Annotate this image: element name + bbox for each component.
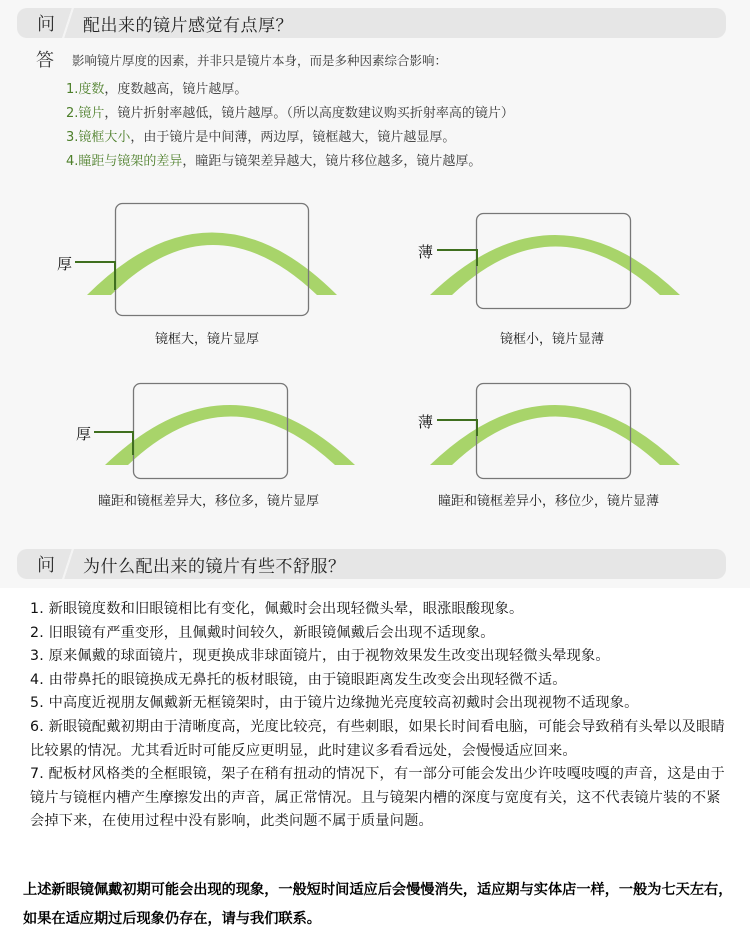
factor-text: ，度数越高，镜片越厚。 [104,82,248,97]
diagram-large-offset [94,384,355,479]
list-item: 7. 配板材风格类的全框眼镜，架子在稍有扭动的情况下，有一部分可能会发出少许吱嘎吱嘎的声音，这是由于镜片与镜框内槽产生摩擦发出的声音，属正常情况。且与镜架内槽的深度与宽度有关，这不代表镜片装的不紧会掉下来，在使用过程中没有影响，此类问题不属于质量问题。 [30,766,725,830]
list-item: 5. 中高度近视朋友佩戴新无框镜架时，由于镜片边缘抛光亮度较高初戴时会出现视物不适现象。 [30,695,639,712]
lens-arc-icon [105,405,355,465]
answer-intro: 影响镜片厚度的因素，并非只是镜片本身，而是多种因素综合影响： [72,53,448,68]
list-item: 1. 新眼镜度数和旧眼镜相比有变化，佩戴时会出现轻微头晕，眼涨眼酸现象。 [30,601,524,617]
question-title: 为什么配出来的镜片有些不舒服？ [83,556,346,577]
diagram-label-thick: 厚 [57,255,73,273]
frame-outline-icon [477,384,631,479]
list-item: 3. 原来佩戴的球面镜片，现更换成非球面镜片，由于视物效果发生改变出现轻微头晕现象。 [30,648,610,665]
factor-highlight: 4.瞳距与镜架的差异 [66,154,183,169]
discomfort-reasons-list [30,598,730,834]
lens-arc-icon [430,235,680,295]
summary-text: 上述新眼镜佩戴初期可能会出现的现象，一般短时间适应后会慢慢消失，适应期与实体店一样，一般为七天左右，如果在适应期过后现象仍存在，请与我们联系。 [23,882,733,927]
diagram-caption: 镜框小，镜片显薄 [500,332,605,347]
question-bar-2 [17,549,726,579]
factor-text: ，瞳距与镜架差异越大，镜片移位越多，镜片越厚。 [182,154,482,169]
factor-highlight: 3.镜框大小 [66,130,131,145]
question-mark: 问 [37,14,55,35]
diagram-small-frame [430,214,680,309]
question-mark: 问 [37,555,55,576]
summary-note [23,876,733,934]
frame-outline-icon [477,214,631,309]
diagram-large-frame [75,204,337,316]
diagram-label-thin: 薄 [418,413,434,431]
list-item: 4. 由带鼻托的眼镜换成无鼻托的板材眼镜，由于镜眼距离发生改变会出现轻微不适。 [30,671,567,688]
diagram-caption: 瞳距和镜框差异小，移位少，镜片显薄 [438,494,660,509]
diagram-small-offset [430,384,680,479]
list-item: 2. 旧眼镜有严重变形，且佩戴时间较久，新眼镜佩戴后会出现不适现象。 [30,624,495,641]
factor-text: ，由于镜片是中间薄，两边厚，镜框越大，镜片越显厚。 [130,130,456,145]
list-item: 6. 新眼镜配戴初期由于清晰度高，光度比较亮，有些刺眼，如果长时间看电脑，可能会导致稍有头晕以及眼睛比较累的情况。尤其看近时可能反应更明显，此时建议多看看远处，会慢慢适应回来。 [30,718,725,759]
factor-text: ，镜片折射率越低，镜片越厚。（所以高度数建议购买折射率高的镜片） [104,106,514,121]
factor-highlight: 1.度数 [66,82,105,97]
question-title: 配出来的镜片感觉有点厚？ [83,15,293,36]
answer-mark: 答 [36,50,54,71]
diagram-label-thin: 薄 [418,243,434,261]
diagram-label-thick: 厚 [76,425,92,443]
diagram-caption: 镜框大，镜片显厚 [155,332,260,347]
divider-slash [62,549,74,579]
lens-arc-icon [430,405,680,465]
factor-highlight: 2.镜片 [66,106,105,121]
diagram-caption: 瞳距和镜框差异大，移位多，镜片显厚 [98,494,320,509]
lens-arc-icon [87,233,337,296]
